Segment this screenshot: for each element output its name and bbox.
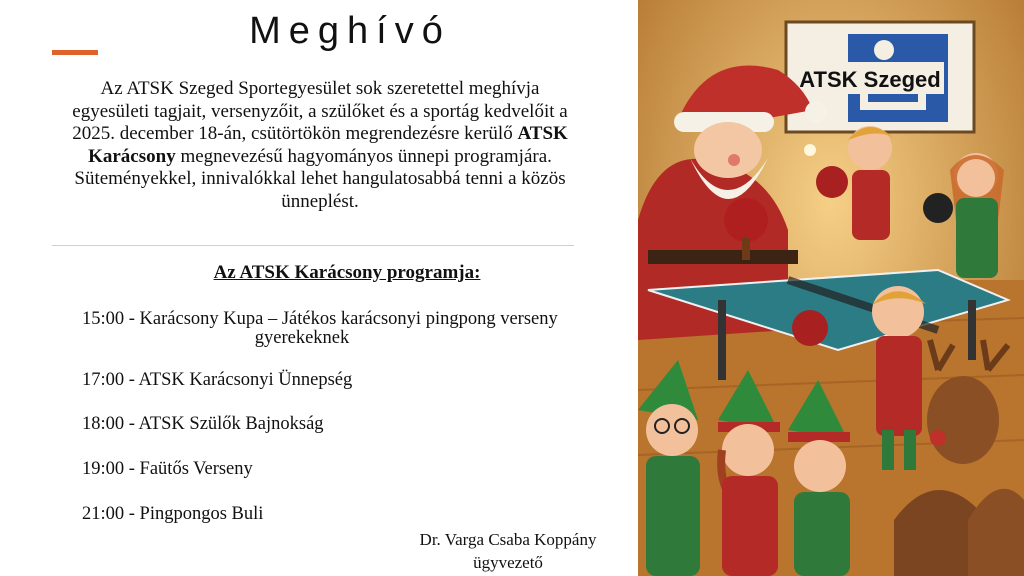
sign-text: ATSK Szeged [799,67,941,92]
page-title: Meghívó [249,10,451,52]
intro-paragraph [70,78,570,214]
schedule-item: 18:00 - ATSK Szülők Bajnokság [82,414,324,434]
schedule-item-continuation: gyerekeknek [254,328,350,348]
schedule-item [82,309,558,346]
illustration [638,0,1024,576]
illustration-scene [638,0,1024,576]
intro-text-2: megnevezésű hagyományos ünnepi programjára. Süteményekkel, innivalókkal lehet hangulatosabbá tenni a közös ünneplést. [74,145,566,212]
schedule-item: 21:00 - Pingpongos Buli [82,504,264,524]
divider [52,245,574,246]
signature [390,528,626,574]
signature-name: Dr. Varga Csaba Koppány [419,530,597,549]
schedule-item-text: 15:00 - Karácsony Kupa – Játékos karácsonyi pingpong verseny [82,309,558,329]
program-heading: Az ATSK Karácsony programja: [213,262,481,283]
schedule-item: 19:00 - Faütős Verseny [82,459,253,479]
signature-role: ügyvezető [473,553,543,572]
schedule-item: 17:00 - ATSK Karácsonyi Ünnepség [82,370,353,390]
intro-event-name: ATSK Karácsony [88,123,568,167]
intro-text-1: Az ATSK Szeged Sportegyesület sok szeretettel meghívja egyesületi tagjait, versenyzőit, a szülőket és a sportág kedvelőit a 2025. december 18-án, csütörtökön megrendezésre kerülő [72,78,568,145]
